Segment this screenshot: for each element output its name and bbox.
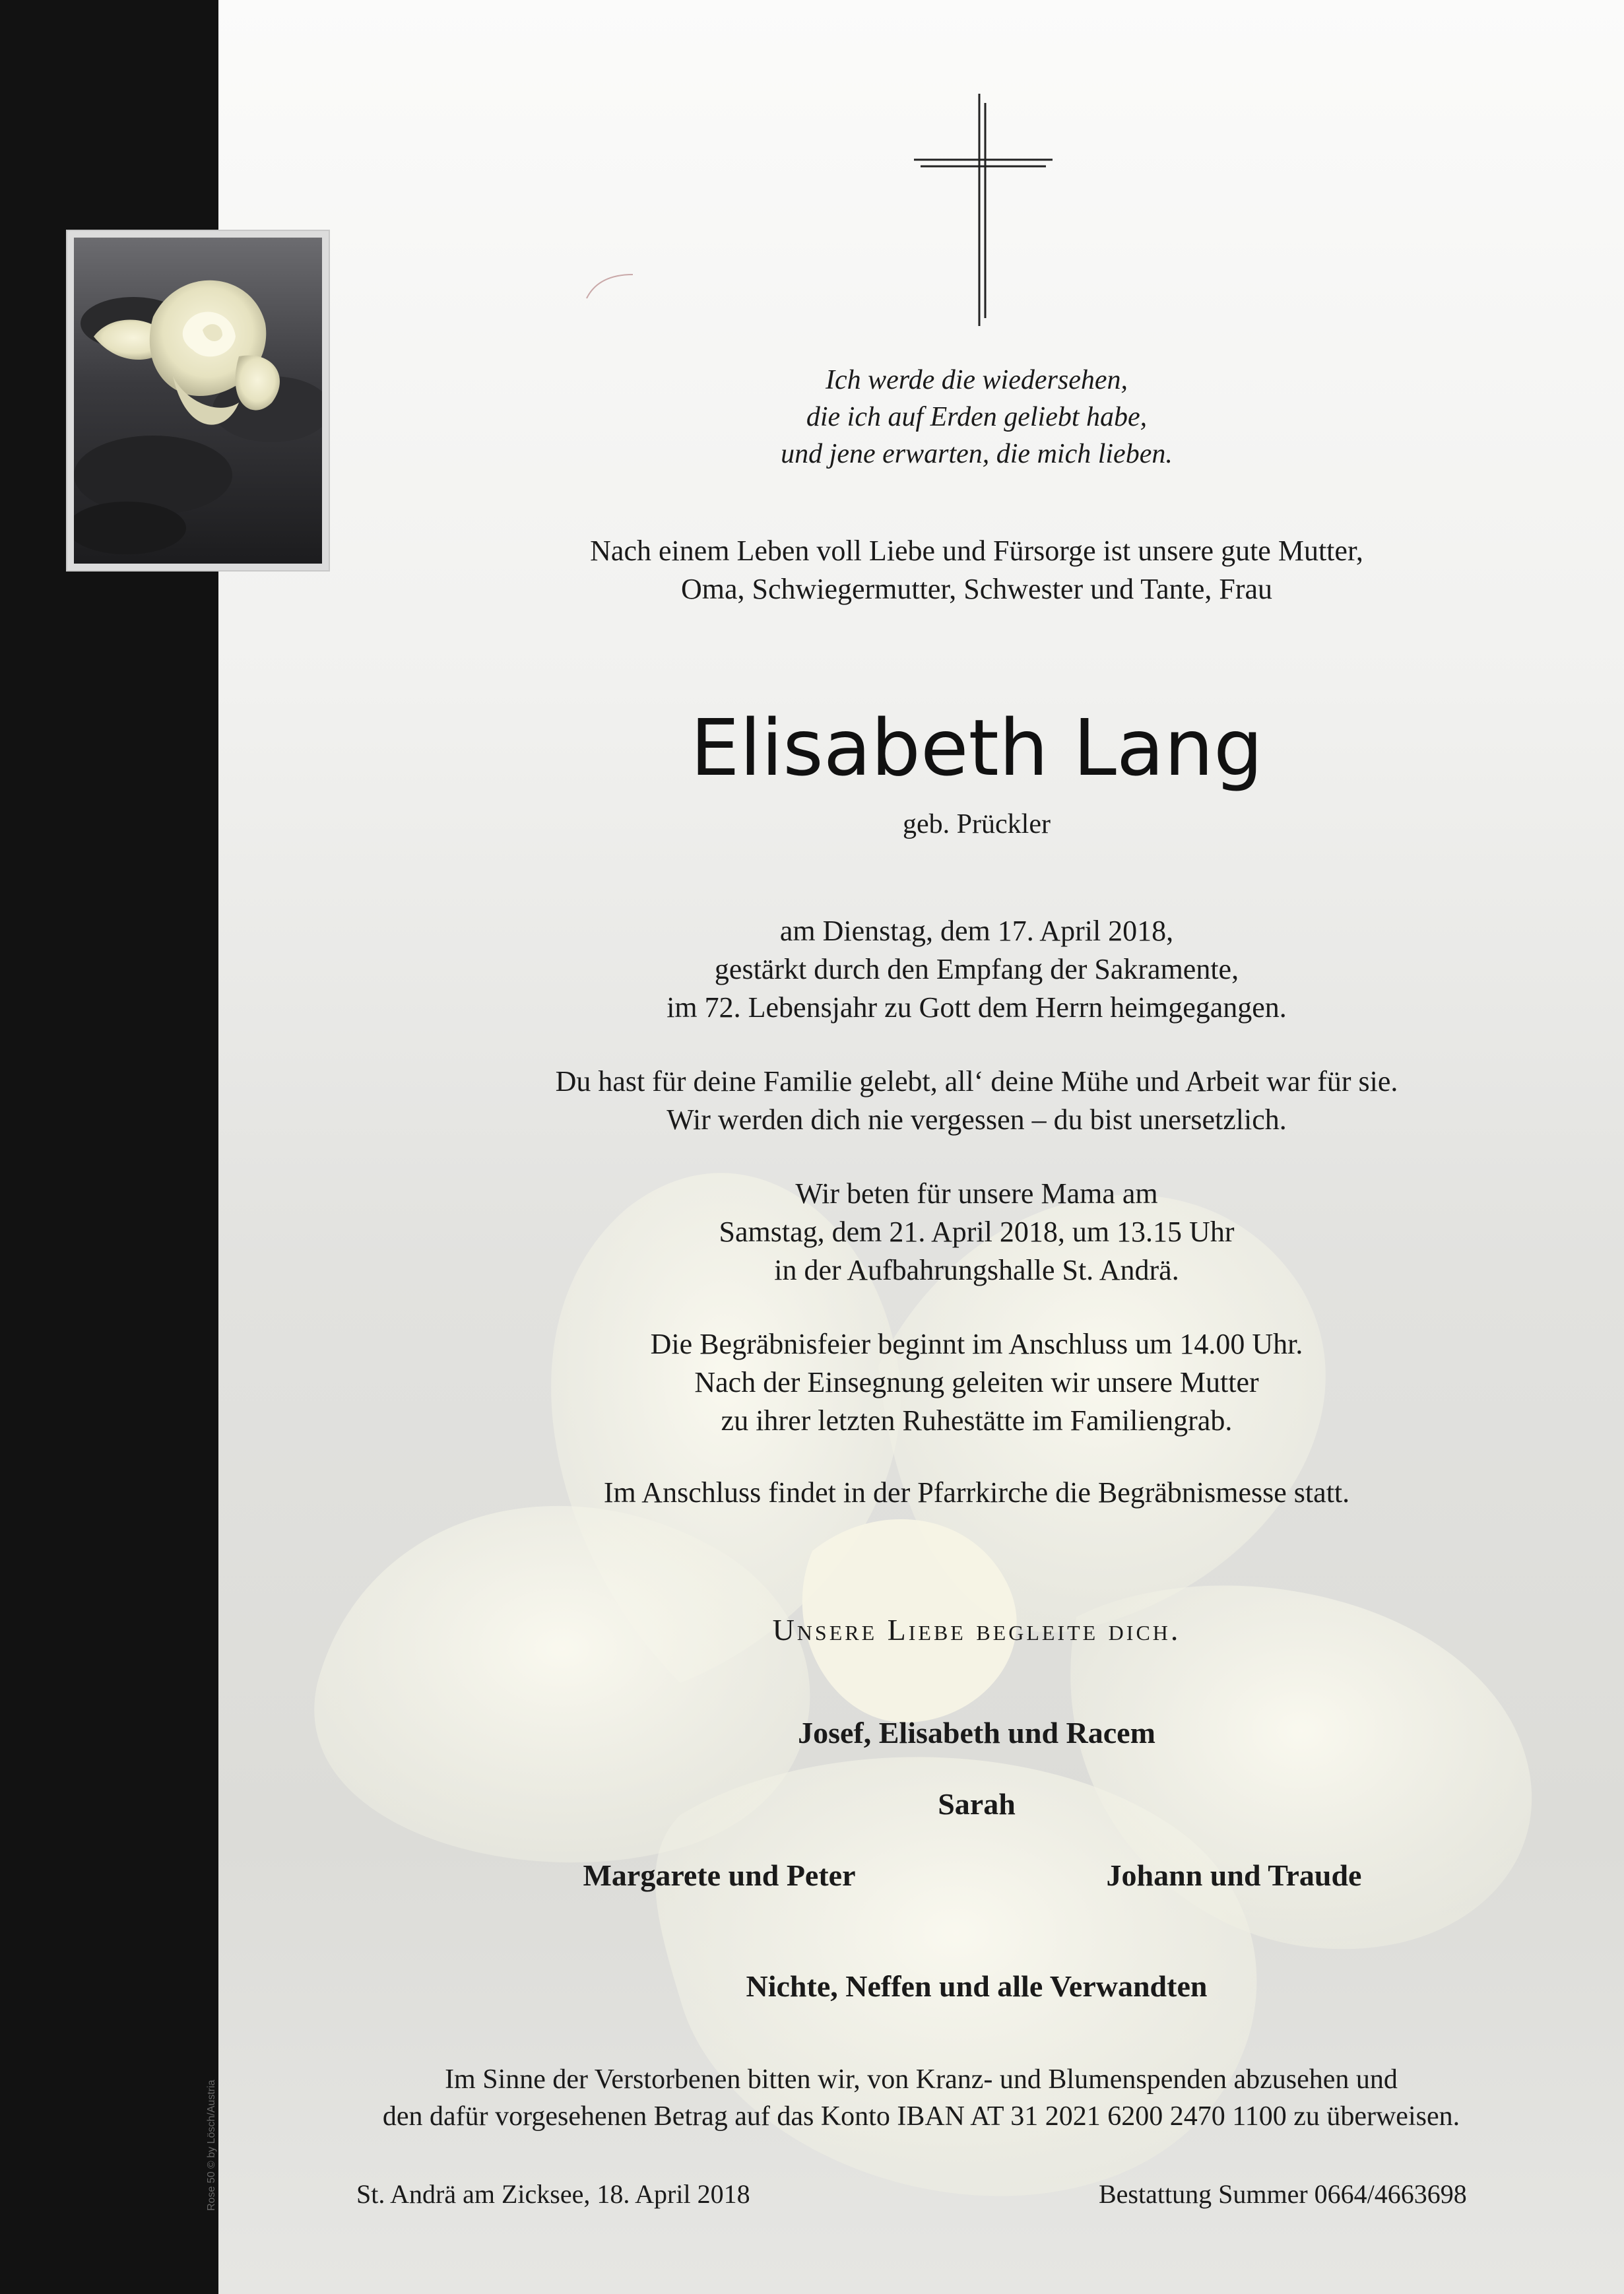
mourner-group: Johann und Traude [1106, 1858, 1362, 1892]
prayer-line: in der Aufbahrungshalle St. Andrä. [774, 1254, 1179, 1286]
motto: Unsere Liebe begleite dich. [772, 1613, 1181, 1647]
image-credit: Rose 50 © by Lösch/Austria [206, 2080, 217, 2211]
tribute-line: Du hast für deine Familie gelebt, all‘ deine Mühe und Arbeit war für sie. [555, 1065, 1398, 1098]
prayer-paragraph [462, 1175, 1491, 1290]
funeral-line: zu ihrer letzten Ruhestätte im Familiengrab. [721, 1404, 1233, 1437]
passing-paragraph [462, 912, 1491, 1027]
passing-line: gestärkt durch den Empfang der Sakramente, [714, 953, 1239, 985]
mourner-group: Sarah [938, 1787, 1016, 1821]
rose-photo-frame [66, 230, 330, 572]
white-rose-image [74, 238, 322, 564]
cross-icon [914, 94, 1053, 326]
verse-line: und jene erwarten, die mich lieben. [781, 439, 1173, 469]
mourner-group: Josef, Elisabeth und Racem [798, 1716, 1155, 1750]
donation-line: den dafür vorgesehenen Betrag auf das Konto IBAN AT 31 2021 6200 2470 1100 zu überweisen. [382, 2101, 1460, 2132]
intro-paragraph [462, 532, 1491, 608]
donation-request [218, 2061, 1624, 2135]
verse [462, 362, 1491, 473]
mass-line: Im Anschluss findet in der Pfarrkirche die Begräbnismesse statt. [603, 1476, 1350, 1509]
intro-line: Nach einem Leben voll Liebe und Fürsorge ist unsere gute Mutter, [590, 535, 1363, 567]
mourner-group: Nichte, Neffen und alle Verwandten [746, 1969, 1208, 2003]
place-and-date: St. Andrä am Zicksee, 18. April 2018 [356, 2179, 750, 2209]
passing-line: am Dienstag, dem 17. April 2018, [779, 915, 1174, 947]
funeral-line: Nach der Einsegnung geleiten wir unsere Mutter [694, 1366, 1259, 1398]
undertaker-contact: Bestattung Summer 0664/4663698 [1099, 2179, 1467, 2209]
passing-line: im 72. Lebensjahr zu Gott dem Herrn heimgegangen. [666, 991, 1287, 1024]
pen-mark [583, 272, 636, 302]
maiden-name: geb. Prückler [903, 809, 1051, 839]
donation-line: Im Sinne der Verstorbenen bitten wir, von Kranz- und Blumenspenden abzusehen und [445, 2064, 1398, 2095]
tribute-line: Wir werden dich nie vergessen – du bist unersetzlich. [666, 1103, 1287, 1136]
verse-line: Ich werde die wiedersehen, [826, 365, 1128, 395]
prayer-line: Samstag, dem 21. April 2018, um 13.15 Uhr [719, 1216, 1235, 1248]
prayer-line: Wir beten für unsere Mama am [795, 1177, 1158, 1210]
deceased-name: Elisabeth Lang [690, 702, 1263, 793]
funeral-paragraph [462, 1325, 1491, 1440]
funeral-line: Die Begräbnisfeier beginnt im Anschluss um 14.00 Uhr. [650, 1328, 1303, 1360]
verse-line: die ich auf Erden geliebt habe, [806, 402, 1148, 432]
mourner-group: Margarete und Peter [583, 1858, 856, 1892]
intro-line: Oma, Schwiegermutter, Schwester und Tante, Frau [680, 573, 1273, 605]
tribute-paragraph [462, 1063, 1491, 1139]
